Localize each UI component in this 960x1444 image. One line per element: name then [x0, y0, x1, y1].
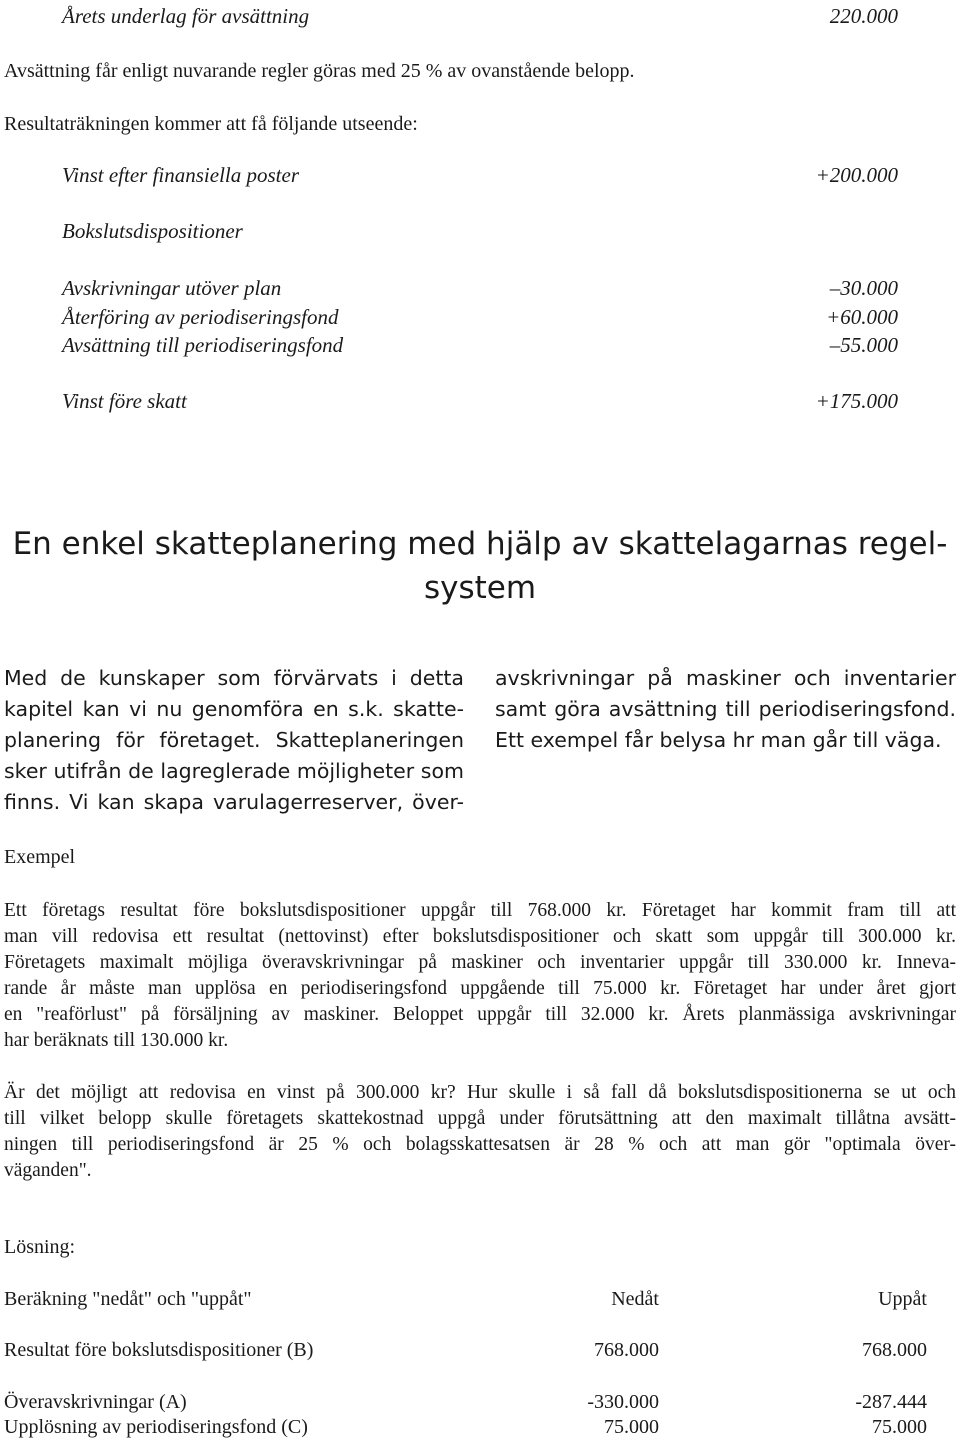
intro-line-1: Avsättning får enligt nuvarande regler göras med 25 % av ovanstående belopp.	[4, 60, 635, 82]
statement-label: Avskrivningar utöver plan	[62, 276, 282, 300]
statement-value: –55.000	[829, 333, 898, 357]
example-title: Exempel	[4, 846, 76, 868]
table-cell: 768.000	[594, 1339, 659, 1361]
table-header-col2: Uppåt	[878, 1288, 927, 1310]
paragraph-line: väganden".	[4, 1160, 92, 1181]
paragraph-line: har beräknats till 130.000 kr.	[4, 1030, 229, 1051]
column-line: sker utifrån de lagreglerade möjligheter som	[4, 759, 464, 783]
column-line: kapitel kan vi nu genomföra en s.k. skatte-	[4, 697, 464, 721]
statement-value: +175.000	[815, 389, 898, 413]
column-line: Med de kunskaper som förvärvats i detta	[4, 666, 464, 690]
paragraph-line: ningen till periodiseringsfond är 25 % och bolagsskattesatsen är 28 % och att man gör "optimala över-	[4, 1134, 956, 1155]
column-right	[495, 663, 956, 756]
table-cell: -330.000	[587, 1391, 659, 1413]
column-left	[4, 663, 464, 818]
paragraph-line: Är det möjligt att redovisa en vinst på 300.000 kr? Hur skulle i så fall då bokslutsdispositionerna se ut och	[4, 1082, 956, 1103]
section-heading	[0, 522, 960, 610]
statement-label: Vinst efter finansiella poster	[62, 163, 300, 187]
table-cell: 75.000	[604, 1416, 659, 1438]
heading-line: En enkel skatteplanering med hjälp av skattelagarnas regel-	[12, 526, 948, 562]
table-cell: -287.444	[855, 1391, 927, 1413]
table-row-label: Upplösning av periodiseringsfond (C)	[4, 1416, 308, 1438]
table-row-label: Resultat före bokslutsdispositioner (B)	[4, 1339, 314, 1361]
example-paragraph-2	[4, 1080, 956, 1184]
table-header-label: Beräkning "nedåt" och "uppåt"	[4, 1288, 252, 1310]
underlag-value: 220.000	[829, 4, 898, 28]
statement-value: –30.000	[829, 276, 898, 300]
paragraph-line: en "reaförlust" på försäljning av maskiner. Beloppet uppgår till 32.000 kr. Årets planmässiga avskrivningar	[4, 1004, 956, 1025]
solution-title: Lösning:	[4, 1236, 76, 1258]
intro-line-2: Resultaträkningen kommer att få följande utseende:	[4, 113, 418, 135]
statement-value: +200.000	[815, 163, 898, 187]
paragraph-line: till vilket belopp skulle företagets skattekostnad uppgå under förutsättning att den maximalt tillåtna avsätt-	[4, 1108, 956, 1129]
example-paragraph-1	[4, 898, 956, 1054]
table-cell: 768.000	[862, 1339, 927, 1361]
paragraph-line: Företagets maximalt möjliga överavskrivningar på maskiner och inventarier uppgår till 330.000 kr. Inneva-	[4, 952, 956, 973]
column-line: samt göra avsättning till periodiseringsfond.	[495, 697, 956, 721]
column-line: Ett exempel får belysa hr man går till väga.	[495, 728, 942, 752]
statement-label: Avsättning till periodiseringsfond	[62, 333, 344, 357]
heading-line: system	[423, 570, 537, 606]
underlag-label: Årets underlag för avsättning	[62, 4, 310, 28]
column-line: planering för företaget. Skatteplaneringen	[4, 728, 464, 752]
table-cell: 75.000	[872, 1416, 927, 1438]
table-header-col1: Nedåt	[611, 1288, 659, 1310]
statement-label: Bokslutsdispositioner	[62, 219, 243, 243]
paragraph-line: man vill redovisa ett resultat (nettovinst) efter bokslutsdispositioner och skatt som uppgår till 300.000 kr.	[4, 926, 956, 947]
table-row-label: Överavskrivningar (A)	[4, 1391, 187, 1413]
paragraph-line: rande år måste man upplösa en periodiseringsfond uppgående till 75.000 kr. Företaget har under året gjort	[4, 978, 956, 999]
statement-label: Återföring av periodiseringsfond	[62, 305, 339, 329]
statement-label: Vinst före skatt	[62, 389, 187, 413]
column-line: avskrivningar på maskiner och inventarier	[495, 666, 956, 690]
paragraph-line: Ett företags resultat före bokslutsdispositioner uppgår till 768.000 kr. Företaget har kommit fram till att	[4, 900, 956, 921]
statement-value: +60.000	[826, 305, 898, 329]
column-line: finns. Vi kan skapa varulagerreserver, över-	[4, 790, 464, 814]
